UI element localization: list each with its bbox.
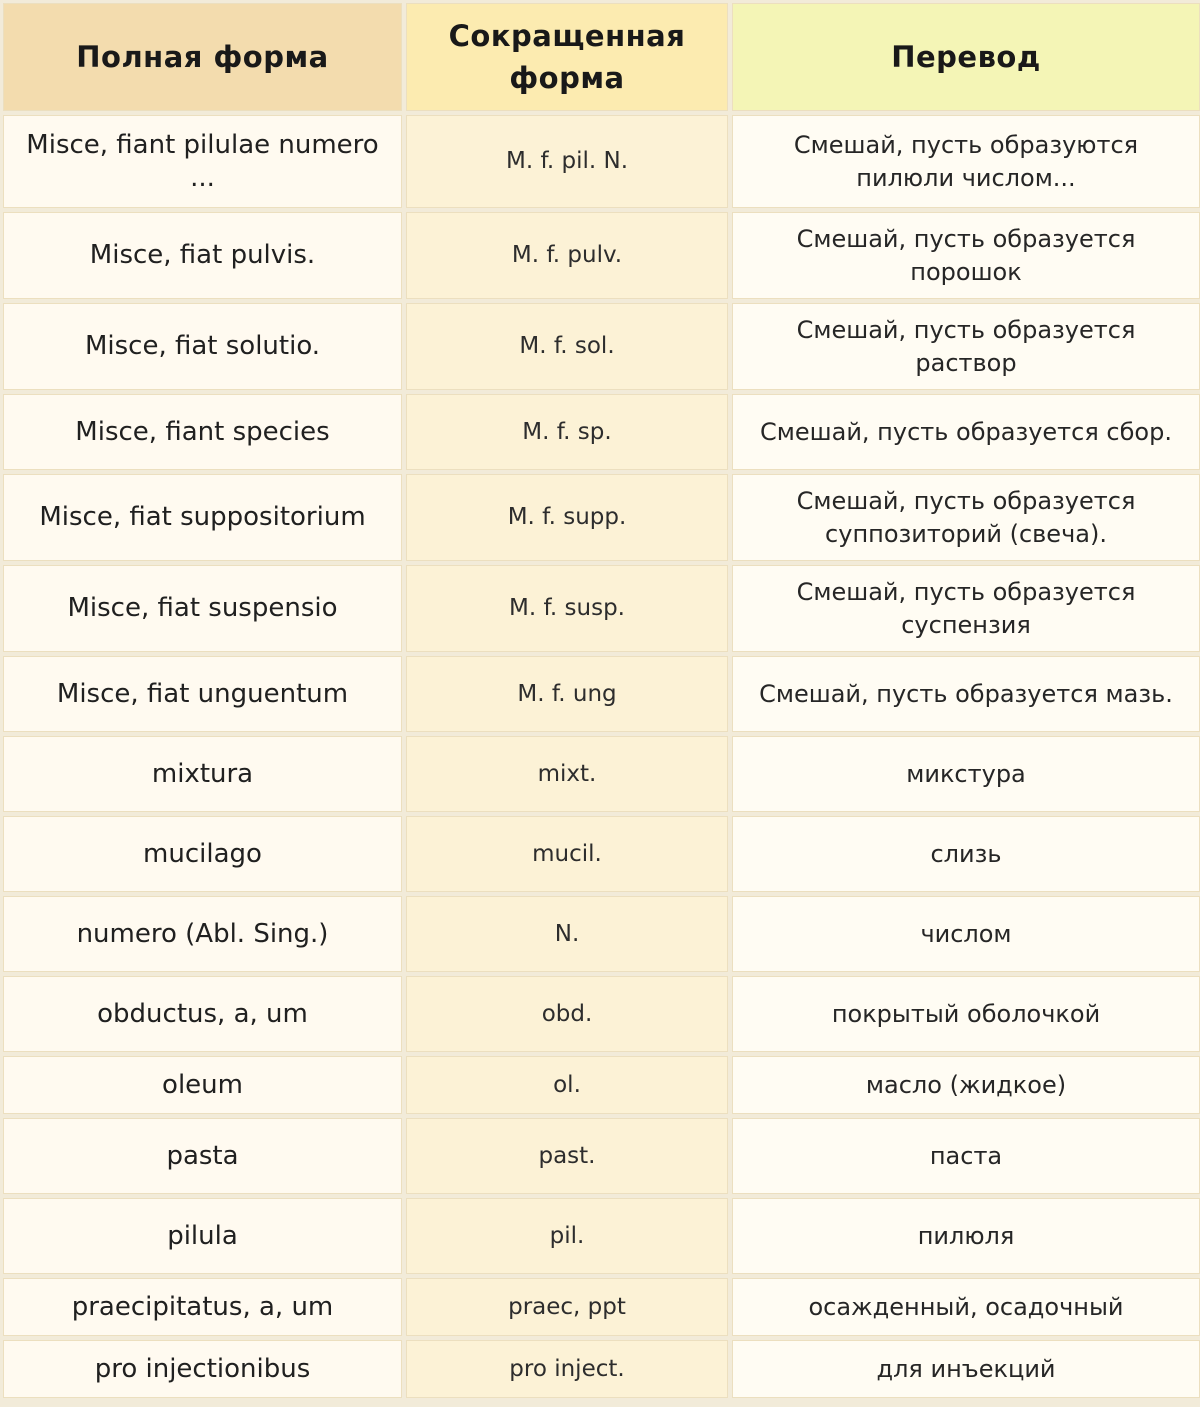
- cell-full-form: Misce, fiat pulvis.: [3, 212, 402, 299]
- cell-translation: слизь: [732, 816, 1200, 892]
- table-row: [3, 1340, 1200, 1398]
- cell-full-form: mucilago: [3, 816, 402, 892]
- cell-translation: покрытый оболочкой: [732, 976, 1200, 1052]
- table-row: [3, 896, 1200, 972]
- cell-full-form: pasta: [3, 1118, 402, 1194]
- table-row: [3, 303, 1200, 390]
- cell-short-form: N.: [406, 896, 728, 972]
- cell-short-form: praec, ppt: [406, 1278, 728, 1336]
- cell-full-form: Misce, fiat unguentum: [3, 656, 402, 732]
- header-short-form: Сокращенная форма: [406, 3, 728, 111]
- header-full-form: Полная форма: [3, 3, 402, 111]
- cell-short-form: pil.: [406, 1198, 728, 1274]
- header-translation: Перевод: [732, 3, 1200, 111]
- cell-short-form: pro inject.: [406, 1340, 728, 1398]
- cell-translation: Смешай, пусть образуется мазь.: [732, 656, 1200, 732]
- cell-translation: Смешай, пусть образуется раствор: [732, 303, 1200, 390]
- table-row: [3, 1278, 1200, 1336]
- table-row: [3, 1118, 1200, 1194]
- table-row: [3, 1198, 1200, 1274]
- cell-short-form: obd.: [406, 976, 728, 1052]
- cell-short-form: M. f. sol.: [406, 303, 728, 390]
- cell-short-form: M. f. supp.: [406, 474, 728, 561]
- cell-translation: Смешай, пусть образуется сбор.: [732, 394, 1200, 470]
- cell-translation: Смешай, пусть образуется суппозиторий (свеча).: [732, 474, 1200, 561]
- cell-full-form: Misce, fiat suppositorium: [3, 474, 402, 561]
- table-row: [3, 816, 1200, 892]
- cell-short-form: mucil.: [406, 816, 728, 892]
- cell-full-form: mixtura: [3, 736, 402, 812]
- table-row: [3, 656, 1200, 732]
- cell-short-form: ol.: [406, 1056, 728, 1114]
- cell-full-form: Misce, fiat solutio.: [3, 303, 402, 390]
- cell-translation: числом: [732, 896, 1200, 972]
- cell-full-form: Misce, fiant pilulae numero ...: [3, 115, 402, 208]
- table-row: [3, 394, 1200, 470]
- table-row: [3, 976, 1200, 1052]
- table-row: [3, 212, 1200, 299]
- cell-short-form: mixt.: [406, 736, 728, 812]
- cell-full-form: obductus, a, um: [3, 976, 402, 1052]
- cell-full-form: Misce, fiant species: [3, 394, 402, 470]
- cell-full-form: pro injectionibus: [3, 1340, 402, 1398]
- table-row: [3, 736, 1200, 812]
- cell-translation: масло (жидкое): [732, 1056, 1200, 1114]
- cell-translation: осажденный, осадочный: [732, 1278, 1200, 1336]
- cell-translation: для инъекций: [732, 1340, 1200, 1398]
- cell-translation: Смешай, пусть образуется суспензия: [732, 565, 1200, 652]
- cell-full-form: numero (Abl. Sing.): [3, 896, 402, 972]
- cell-short-form: M. f. pulv.: [406, 212, 728, 299]
- cell-full-form: praecipitatus, a, um: [3, 1278, 402, 1336]
- header-row: [3, 3, 1200, 111]
- cell-translation: пилюля: [732, 1198, 1200, 1274]
- cell-translation: Смешай, пусть образуется порошок: [732, 212, 1200, 299]
- cell-translation: микстура: [732, 736, 1200, 812]
- cell-full-form: pilula: [3, 1198, 402, 1274]
- cell-short-form: M. f. ung: [406, 656, 728, 732]
- cell-short-form: M. f. pil. N.: [406, 115, 728, 208]
- table-row: [3, 565, 1200, 652]
- cell-full-form: oleum: [3, 1056, 402, 1114]
- cell-full-form: Misce, fiat suspensio: [3, 565, 402, 652]
- table-row: [3, 115, 1200, 208]
- cell-short-form: past.: [406, 1118, 728, 1194]
- cell-short-form: M. f. sp.: [406, 394, 728, 470]
- cell-short-form: M. f. susp.: [406, 565, 728, 652]
- table-row: [3, 1056, 1200, 1114]
- table-row: [3, 474, 1200, 561]
- cell-translation: паста: [732, 1118, 1200, 1194]
- cell-translation: Смешай, пусть образуются пилюли числом...: [732, 115, 1200, 208]
